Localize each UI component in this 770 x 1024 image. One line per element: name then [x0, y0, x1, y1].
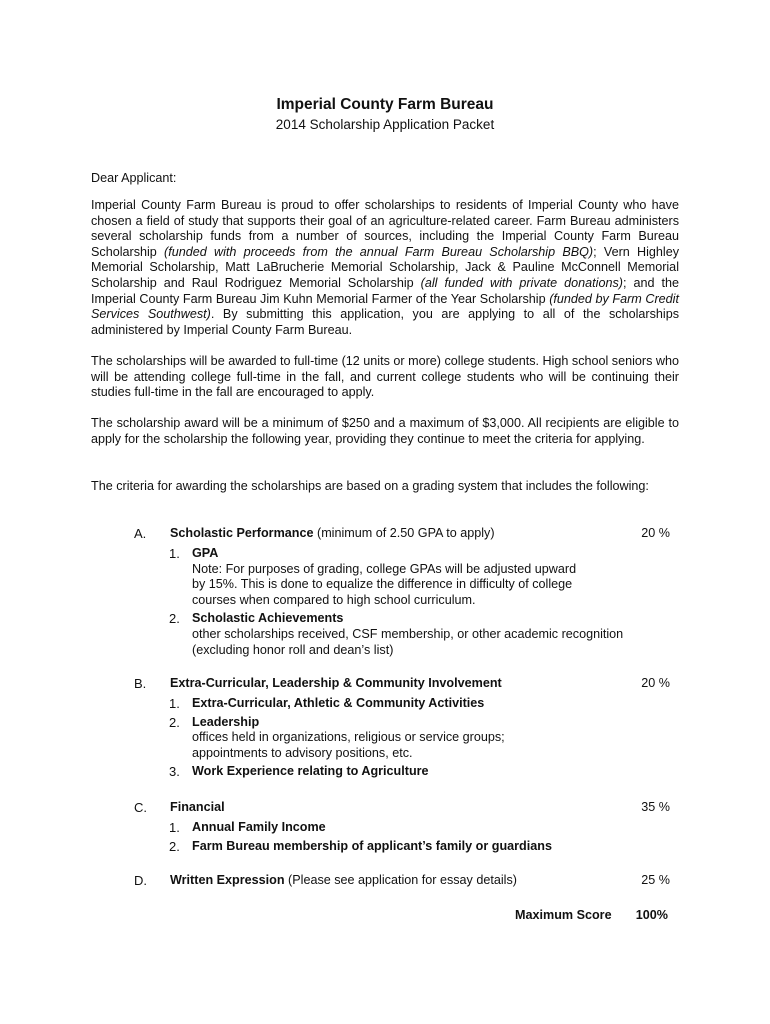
- criteria-title-text: Extra-Curricular, Leadership & Community Involvement: [170, 676, 502, 690]
- criteria-item-title: Work Experience relating to Agriculture: [192, 764, 429, 779]
- greeting: Dear Applicant:: [91, 171, 177, 185]
- criteria-item-number: 1.: [169, 696, 180, 711]
- maximum-score-value: 100%: [635, 908, 668, 922]
- criteria-item-desc: other scholarships received, CSF membership, or other academic recognition: [192, 626, 624, 641]
- criteria-heading: [134, 676, 670, 693]
- criteria-title: [170, 526, 495, 542]
- criteria-percent: 25 %: [641, 873, 670, 887]
- criteria-item-title: Farm Bureau membership of applicant’s family or guardians: [192, 838, 552, 853]
- maximum-score-label: Maximum Score: [515, 908, 612, 922]
- page-subtitle: 2014 Scholarship Application Packet: [275, 117, 495, 132]
- criteria-item-title: Leadership: [192, 714, 260, 729]
- criteria-item-desc: Note: For purposes of grading, college GPAs will be adjusted upward: [192, 561, 577, 576]
- criteria-item: [134, 820, 670, 836]
- criteria-percent: 35 %: [641, 800, 670, 814]
- criteria-note: (Please see application for essay details): [284, 873, 517, 887]
- criteria-note: (minimum of 2.50 GPA to apply): [313, 526, 495, 540]
- criteria-item-number: 1.: [169, 820, 180, 835]
- criteria-heading: [134, 873, 670, 890]
- criteria-letter: B.: [134, 676, 147, 691]
- criteria-heading: [134, 526, 670, 543]
- intro-funding-note: (funded by Farm Credit Services Southwest): [91, 291, 679, 322]
- criteria-item: [134, 715, 670, 762]
- intro-text: ; Vern Highley Memorial Scholarship, Matt LaBrucherie Memorial Scholarship, Jack & Pauline McConnell Memorial Scholarship and Raul Rodriguez Memorial Scholarship: [91, 244, 680, 290]
- criteria-item-desc: courses when compared to high school curriculum.: [192, 592, 476, 607]
- criteria-item-number: 1.: [169, 546, 180, 561]
- criteria-section-a: [134, 526, 670, 658]
- criteria-title: [170, 873, 517, 889]
- criteria-title-text: Scholastic Performance: [170, 526, 314, 540]
- criteria-section-c: [134, 800, 670, 854]
- criteria-section-d: [134, 873, 670, 890]
- page-title: Imperial County Farm Bureau: [276, 96, 494, 113]
- criteria-letter: A.: [134, 526, 147, 541]
- criteria-item-desc: by 15%. This is done to equalize the difference in difficulty of college: [192, 577, 573, 592]
- criteria-item-desc: (excluding honor roll and dean’s list): [192, 642, 394, 657]
- criteria-item: [134, 839, 670, 855]
- criteria-item-desc: appointments to advisory positions, etc.: [192, 745, 413, 760]
- criteria-title: [170, 800, 225, 816]
- criteria-item-title: GPA: [192, 546, 219, 560]
- criteria-item-number: 2.: [169, 838, 180, 854]
- criteria-item-number: 2.: [169, 714, 180, 730]
- intro-text: ; and the Imperial County Farm Bureau Jim Kuhn Memorial Farmer of the Year Scholarship: [91, 275, 679, 306]
- criteria-title-text: Financial: [170, 800, 225, 814]
- eligibility-paragraph: The scholarships will be awarded to full-time (12 units or more) college students. High school seniors who will be attending college full-time in the fall, and current college students who will be continuing their studies full-time in the fall are encouraged to apply.: [91, 354, 679, 400]
- criteria-item: [134, 764, 670, 780]
- criteria-intro-paragraph: The criteria for awarding the scholarships are based on a grading system that includes the following:: [91, 479, 649, 493]
- criteria-percent: 20 %: [641, 676, 670, 690]
- criteria-item-title: Scholastic Achievements: [192, 611, 344, 626]
- criteria-item: [134, 546, 670, 608]
- intro-funding-note: (all funded with private donations): [420, 275, 623, 290]
- criteria-item-title: Extra-Curricular, Athletic & Community Activities: [192, 696, 485, 710]
- criteria-item: [134, 611, 670, 658]
- intro-paragraph: [91, 198, 679, 338]
- criteria-letter: C.: [134, 800, 147, 815]
- criteria-title: [170, 676, 502, 692]
- criteria-percent: 20 %: [641, 526, 670, 540]
- intro-text: . By submitting this application, you are applying to all of the scholarships administered by Imperial County Farm Bureau.: [91, 307, 680, 337]
- intro-funding-note: (funded with proceeds from the annual Farm Bureau Scholarship BBQ): [164, 244, 594, 259]
- intro-text: Imperial County Farm Bureau is proud to offer scholarships to residents of Imperial County who have chosen a field of study that supports their goal of an agriculture-related career. Farm Bureau administers several scholarship funds from a number of sources, including the Imperial County Farm Bureau Scholarship: [91, 198, 679, 259]
- criteria-section-b: [134, 676, 670, 780]
- criteria-item-number: 2.: [169, 611, 180, 627]
- criteria-title-text: Written Expression: [170, 873, 285, 887]
- criteria-item: [134, 696, 670, 712]
- criteria-item-title: Annual Family Income: [192, 820, 326, 834]
- award-paragraph: The scholarship award will be a minimum of $250 and a maximum of $3,000. All recipients are eligible to apply for the scholarship the following year, providing they continue to meet the criteria for applying.: [91, 416, 679, 446]
- criteria-heading: [134, 800, 670, 817]
- criteria-item-number: 3.: [169, 764, 180, 780]
- criteria-item-desc: offices held in organizations, religious or service groups;: [192, 730, 505, 745]
- criteria-letter: D.: [134, 873, 147, 888]
